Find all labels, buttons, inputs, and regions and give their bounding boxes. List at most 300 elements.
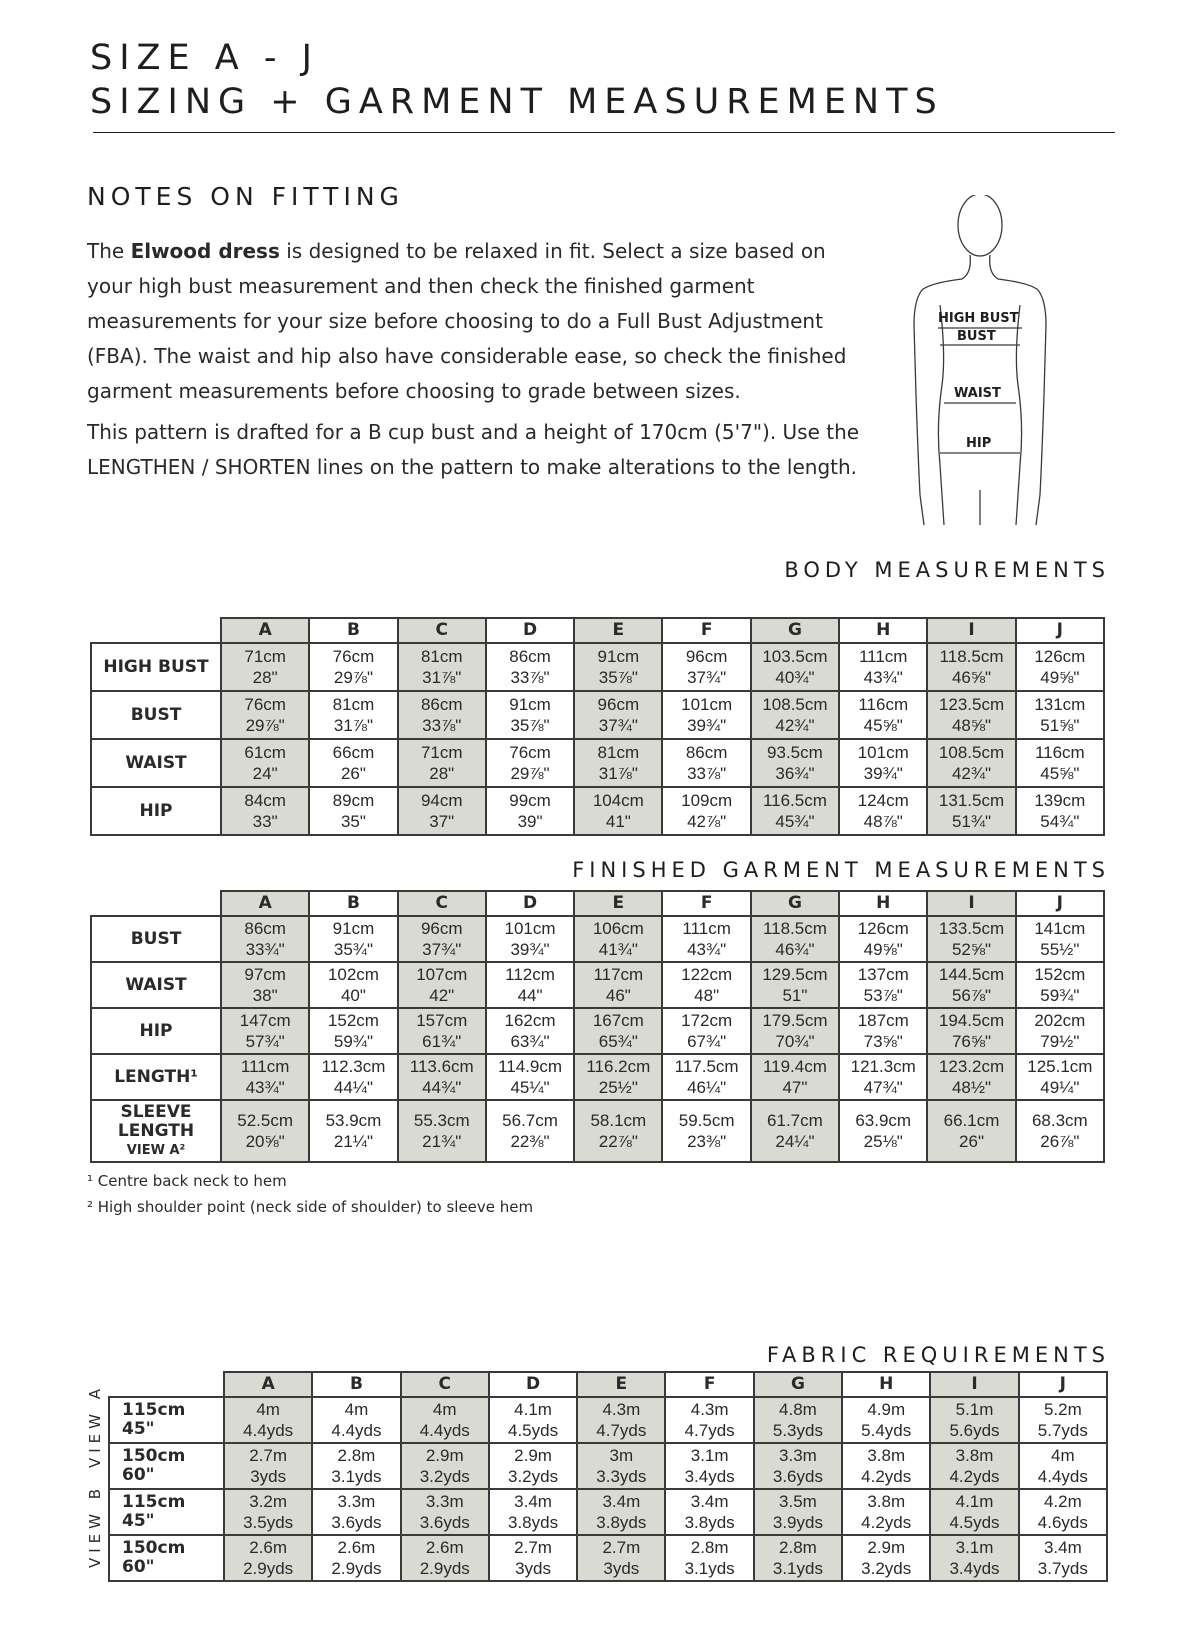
imperial-value: 4.2yds bbox=[861, 1513, 912, 1532]
metric-value: 129.5cm bbox=[762, 965, 828, 984]
size-header-h: H bbox=[839, 891, 927, 916]
measurement-cell bbox=[1019, 1443, 1107, 1489]
measurement-cell bbox=[665, 1489, 753, 1535]
size-header-c: C bbox=[401, 1372, 489, 1397]
imperial-value: 48½" bbox=[951, 1078, 992, 1097]
metric-value: 116.5cm bbox=[762, 791, 827, 810]
row-label bbox=[91, 691, 221, 739]
row-label-text: 115cm bbox=[122, 1400, 186, 1420]
imperial-value: 23⅜" bbox=[687, 1132, 727, 1151]
metric-value: 126cm bbox=[857, 919, 909, 938]
measurement-cell bbox=[1016, 691, 1104, 739]
row-label bbox=[91, 739, 221, 787]
measurement-cell bbox=[839, 739, 927, 787]
metric-value: 113.6cm bbox=[409, 1057, 474, 1076]
metric-value: 141cm bbox=[1034, 919, 1086, 938]
measurement-cell bbox=[930, 1443, 1018, 1489]
figure-label-hip: HIP bbox=[966, 436, 992, 451]
row-label-text: WAIST bbox=[125, 974, 187, 995]
imperial-value: 56⅞" bbox=[951, 986, 992, 1005]
imperial-value: 44¼" bbox=[333, 1078, 373, 1097]
measurement-cell bbox=[309, 691, 397, 739]
footnote-1: ¹ Centre back neck to hem bbox=[87, 1172, 287, 1190]
metric-value: 3.3m bbox=[425, 1492, 464, 1511]
imperial-value: 48⅞" bbox=[863, 812, 903, 831]
metric-value: 152cm bbox=[327, 1011, 379, 1030]
metric-value: 124cm bbox=[857, 791, 909, 810]
metric-value: 118.5cm bbox=[939, 647, 1004, 666]
measurement-cell bbox=[751, 916, 839, 962]
metric-value: 104cm bbox=[592, 791, 644, 810]
size-header-h: H bbox=[839, 618, 927, 643]
fabric-requirements-title: FABRIC REQUIREMENTS bbox=[766, 1343, 1110, 1367]
imperial-value: 20⅝" bbox=[245, 1132, 285, 1151]
measurement-cell bbox=[574, 643, 662, 691]
metric-value: 63.9cm bbox=[855, 1111, 912, 1130]
imperial-value: 3.1yds bbox=[684, 1559, 735, 1578]
measurement-cell bbox=[309, 962, 397, 1008]
metric-value: 61.7cm bbox=[767, 1111, 823, 1130]
metric-value: 5.2m bbox=[1043, 1400, 1082, 1419]
row-label-text: 60" bbox=[122, 1465, 155, 1485]
title-line-2: SIZING + GARMENT MEASUREMENTS bbox=[90, 82, 944, 122]
size-header-d: D bbox=[486, 618, 574, 643]
table-row bbox=[91, 962, 1104, 1008]
imperial-value: 4.2yds bbox=[949, 1467, 1000, 1486]
measurement-cell bbox=[842, 1443, 930, 1489]
imperial-value: 51¾" bbox=[951, 812, 992, 831]
imperial-value: 45⅝" bbox=[1040, 764, 1080, 783]
body-measurements-title: BODY MEASUREMENTS bbox=[784, 558, 1110, 582]
notes-body bbox=[87, 234, 877, 491]
metric-value: 4.1m bbox=[514, 1400, 552, 1419]
fabric-requirements-table bbox=[108, 1371, 1108, 1582]
view-a-label: VIEW A bbox=[86, 1383, 104, 1468]
imperial-value: 4.2yds bbox=[861, 1467, 912, 1486]
metric-value: 131.5cm bbox=[938, 791, 1005, 810]
measurement-cell bbox=[927, 691, 1015, 739]
metric-value: 147cm bbox=[239, 1011, 291, 1030]
measurement-cell bbox=[574, 1054, 662, 1100]
measurement-cell bbox=[398, 1054, 486, 1100]
measurement-cell bbox=[927, 916, 1015, 962]
measurement-cell bbox=[398, 962, 486, 1008]
pattern-name: Elwood dress bbox=[130, 239, 280, 263]
metric-value: 2.6m bbox=[249, 1538, 288, 1557]
size-header-b: B bbox=[309, 891, 397, 916]
metric-value: 4m bbox=[1051, 1446, 1075, 1465]
imperial-value: 26⅞" bbox=[1040, 1132, 1080, 1151]
imperial-value: 3.4yds bbox=[684, 1467, 735, 1486]
imperial-value: 3.6yds bbox=[331, 1513, 382, 1532]
imperial-value: 22⅜" bbox=[510, 1132, 550, 1151]
measurement-cell bbox=[221, 916, 309, 962]
row-label bbox=[109, 1489, 224, 1535]
imperial-value: 76⅝" bbox=[951, 1032, 992, 1051]
metric-value: 122cm bbox=[681, 965, 733, 984]
imperial-value: 39¾" bbox=[687, 716, 727, 735]
measurement-cell bbox=[486, 739, 574, 787]
row-label bbox=[91, 643, 221, 691]
page-title bbox=[90, 36, 944, 124]
size-header-a: A bbox=[221, 618, 309, 643]
size-header-f: F bbox=[662, 618, 750, 643]
garment-measurements-title: FINISHED GARMENT MEASUREMENTS bbox=[572, 858, 1110, 882]
imperial-value: 46" bbox=[605, 986, 631, 1005]
imperial-value: 3.8yds bbox=[684, 1513, 735, 1532]
measurement-cell bbox=[574, 787, 662, 835]
imperial-value: 25⅛" bbox=[863, 1132, 903, 1151]
measurement-cell bbox=[754, 1489, 842, 1535]
metric-value: 107cm bbox=[416, 965, 468, 984]
imperial-value: 48" bbox=[694, 986, 720, 1005]
measurement-cell bbox=[839, 1008, 927, 1054]
metric-value: 144.5cm bbox=[938, 965, 1005, 984]
imperial-value: 3.6yds bbox=[772, 1467, 823, 1486]
imperial-value: 3.1yds bbox=[772, 1559, 823, 1578]
header-divider bbox=[93, 132, 1115, 133]
size-header-row bbox=[91, 618, 1104, 643]
row-label bbox=[109, 1397, 224, 1443]
metric-value: 3.1m bbox=[690, 1446, 729, 1465]
row-label-text: 115cm bbox=[122, 1492, 186, 1512]
measurement-cell bbox=[486, 1008, 574, 1054]
metric-value: 4.1m bbox=[955, 1492, 994, 1511]
imperial-value: 40" bbox=[340, 986, 366, 1005]
notes-intro: The bbox=[87, 239, 131, 263]
metric-value: 2.9m bbox=[514, 1446, 552, 1465]
metric-value: 125.1cm bbox=[1027, 1057, 1093, 1076]
metric-value: 81cm bbox=[597, 743, 640, 762]
measurement-cell bbox=[839, 1100, 927, 1162]
metric-value: 4.2m bbox=[1043, 1492, 1082, 1511]
imperial-value: 33⅞" bbox=[510, 668, 550, 687]
metric-value: 123.5cm bbox=[938, 695, 1005, 714]
imperial-value: 42¾" bbox=[951, 764, 992, 783]
metric-value: 179.5cm bbox=[762, 1011, 828, 1030]
body-measurements-table bbox=[90, 617, 1105, 836]
metric-value: 81cm bbox=[332, 695, 375, 714]
imperial-value: 24¼" bbox=[775, 1132, 815, 1151]
measurement-cell bbox=[1019, 1489, 1107, 1535]
measurement-cell bbox=[1016, 1054, 1104, 1100]
measurement-cell bbox=[489, 1443, 577, 1489]
notes-paragraph-2: This pattern is drafted for a B cup bust and a height of 170cm (5'7"). Use the LENGTHEN / SHORTEN lines on the pattern to make alterations to the length. bbox=[87, 420, 860, 479]
imperial-value: 5.3yds bbox=[772, 1421, 823, 1440]
metric-value: 103.5cm bbox=[762, 647, 828, 666]
row-label-text: BUST bbox=[130, 704, 182, 725]
metric-value: 3.1m bbox=[955, 1538, 994, 1557]
size-header-i: I bbox=[927, 618, 1015, 643]
measurement-cell bbox=[927, 1054, 1015, 1100]
metric-value: 117cm bbox=[593, 965, 644, 984]
imperial-value: 2.9yds bbox=[331, 1559, 382, 1578]
metric-value: 4.8m bbox=[779, 1400, 817, 1419]
metric-value: 101cm bbox=[504, 919, 556, 938]
measurement-cell bbox=[574, 962, 662, 1008]
measurement-cell bbox=[309, 787, 397, 835]
metric-value: 93.5cm bbox=[767, 743, 823, 762]
size-header-f: F bbox=[665, 1372, 753, 1397]
measurement-cell bbox=[751, 1100, 839, 1162]
imperial-value: 55½" bbox=[1040, 940, 1080, 959]
imperial-value: 70¾" bbox=[775, 1032, 815, 1051]
metric-value: 121.3cm bbox=[850, 1057, 916, 1076]
measurement-cell bbox=[221, 691, 309, 739]
metric-value: 2.7m bbox=[602, 1538, 641, 1557]
imperial-value: 21¾" bbox=[422, 1132, 462, 1151]
metric-value: 96cm bbox=[685, 647, 728, 666]
imperial-value: 67¾" bbox=[687, 1032, 727, 1051]
imperial-value: 44¾" bbox=[422, 1078, 462, 1097]
measurement-cell bbox=[221, 787, 309, 835]
imperial-value: 59¾" bbox=[1040, 986, 1080, 1005]
table-row bbox=[91, 739, 1104, 787]
metric-value: 86cm bbox=[244, 919, 286, 938]
measurement-cell bbox=[662, 1008, 750, 1054]
imperial-value: 4.4yds bbox=[243, 1421, 294, 1440]
imperial-value: 22⅞" bbox=[598, 1132, 638, 1151]
imperial-value: 5.6yds bbox=[949, 1421, 1000, 1440]
imperial-value: 31⅞" bbox=[422, 668, 462, 687]
corner-cell bbox=[91, 618, 221, 643]
metric-value: 116cm bbox=[1034, 743, 1085, 762]
measurement-cell bbox=[398, 1100, 486, 1162]
metric-value: 96cm bbox=[597, 695, 640, 714]
imperial-value: 49¼" bbox=[1040, 1078, 1080, 1097]
row-label bbox=[109, 1535, 224, 1581]
measurement-cell bbox=[751, 739, 839, 787]
metric-value: 91cm bbox=[597, 647, 640, 666]
imperial-value: 33¾" bbox=[245, 940, 285, 959]
metric-value: 101cm bbox=[681, 695, 733, 714]
imperial-value: 3.6yds bbox=[419, 1513, 470, 1532]
imperial-value: 3.8yds bbox=[596, 1513, 647, 1532]
measurement-cell bbox=[754, 1535, 842, 1581]
metric-value: 152cm bbox=[1034, 965, 1086, 984]
imperial-value: 4.6yds bbox=[1037, 1513, 1088, 1532]
size-header-j: J bbox=[1016, 618, 1104, 643]
imperial-value: 49⅝" bbox=[1040, 668, 1080, 687]
imperial-value: 39¾" bbox=[510, 940, 550, 959]
metric-value: 4.3m bbox=[690, 1400, 729, 1419]
measurement-cell bbox=[927, 643, 1015, 691]
metric-value: 2.9m bbox=[867, 1538, 906, 1557]
figure-label-high-bust: HIGH BUST bbox=[938, 311, 1019, 326]
metric-value: 86cm bbox=[420, 695, 463, 714]
measurement-cell bbox=[224, 1397, 312, 1443]
metric-value: 2.7m bbox=[249, 1446, 288, 1465]
metric-value: 4m bbox=[432, 1400, 457, 1419]
row-label-text: 60" bbox=[122, 1557, 155, 1577]
measurement-cell bbox=[398, 739, 486, 787]
imperial-value: 37¾" bbox=[422, 940, 462, 959]
measurement-cell bbox=[751, 643, 839, 691]
metric-value: 3.5m bbox=[779, 1492, 817, 1511]
size-header-i: I bbox=[930, 1372, 1018, 1397]
imperial-value: 43¾" bbox=[245, 1078, 285, 1097]
size-header-g: G bbox=[751, 618, 839, 643]
figure-label-bust: BUST bbox=[957, 329, 996, 344]
metric-value: 52.5cm bbox=[237, 1111, 294, 1130]
measurement-cell bbox=[839, 691, 927, 739]
metric-value: 111cm bbox=[240, 1057, 290, 1076]
imperial-value: 41" bbox=[605, 812, 631, 831]
imperial-value: 35¾" bbox=[333, 940, 373, 959]
measurement-cell bbox=[927, 962, 1015, 1008]
metric-value: 101cm bbox=[857, 743, 909, 762]
measurement-cell bbox=[662, 643, 750, 691]
table-row bbox=[91, 1008, 1104, 1054]
metric-value: 2.7m bbox=[514, 1538, 552, 1557]
metric-value: 76cm bbox=[509, 743, 551, 762]
metric-value: 4.3m bbox=[602, 1400, 641, 1419]
measurement-cell bbox=[577, 1489, 665, 1535]
metric-value: 61cm bbox=[244, 743, 286, 762]
imperial-value: 3.1yds bbox=[331, 1467, 382, 1486]
size-header-g: G bbox=[754, 1372, 842, 1397]
measurement-cell bbox=[662, 1100, 750, 1162]
measurement-cell bbox=[398, 643, 486, 691]
imperial-value: 28" bbox=[429, 764, 455, 783]
table-row bbox=[109, 1489, 1107, 1535]
imperial-value: 4.4yds bbox=[1037, 1467, 1088, 1486]
metric-value: 99cm bbox=[509, 791, 551, 810]
measurement-cell bbox=[309, 1100, 397, 1162]
measurement-cell bbox=[842, 1397, 930, 1443]
measurement-cell bbox=[224, 1535, 312, 1581]
notes-heading: NOTES ON FITTING bbox=[87, 182, 404, 211]
row-label-text: HIP bbox=[139, 1020, 173, 1041]
imperial-value: 49⅝" bbox=[863, 940, 903, 959]
imperial-value: 46¼" bbox=[687, 1078, 727, 1097]
table-row bbox=[109, 1397, 1107, 1443]
imperial-value: 38" bbox=[252, 986, 278, 1005]
size-header-f: F bbox=[662, 891, 750, 916]
measurement-cell bbox=[665, 1397, 753, 1443]
imperial-value: 51⅝" bbox=[1040, 716, 1080, 735]
size-header-b: B bbox=[312, 1372, 400, 1397]
size-header-j: J bbox=[1016, 891, 1104, 916]
row-label bbox=[91, 787, 221, 835]
measurement-cell bbox=[1016, 1100, 1104, 1162]
measurement-cell bbox=[398, 916, 486, 962]
metric-value: 86cm bbox=[509, 647, 551, 666]
metric-value: 2.9m bbox=[425, 1446, 464, 1465]
metric-value: 3.2m bbox=[249, 1492, 288, 1511]
imperial-value: 45¼" bbox=[510, 1078, 550, 1097]
metric-value: 3.3m bbox=[337, 1492, 376, 1511]
measurement-cell bbox=[930, 1535, 1018, 1581]
measurement-cell bbox=[312, 1489, 400, 1535]
imperial-value: 25½" bbox=[598, 1078, 638, 1097]
measurement-cell bbox=[486, 787, 574, 835]
measurement-cell bbox=[221, 1054, 309, 1100]
metric-value: 108.5cm bbox=[762, 695, 828, 714]
imperial-value: 47¾" bbox=[863, 1078, 903, 1097]
metric-value: 2.8m bbox=[779, 1538, 817, 1557]
measurement-cell bbox=[662, 1054, 750, 1100]
measurement-cell bbox=[309, 739, 397, 787]
imperial-value: 44" bbox=[517, 986, 543, 1005]
metric-value: 137cm bbox=[857, 965, 909, 984]
metric-value: 133.5cm bbox=[938, 919, 1005, 938]
metric-value: 187cm bbox=[857, 1011, 909, 1030]
row-label-text: LENGTH bbox=[117, 1120, 195, 1141]
notes-paragraph-1 bbox=[87, 234, 877, 409]
metric-value: 91cm bbox=[509, 695, 551, 714]
imperial-value: 43¾" bbox=[863, 668, 903, 687]
measurement-cell bbox=[751, 962, 839, 1008]
imperial-value: 3.8yds bbox=[507, 1513, 559, 1532]
corner-cell bbox=[109, 1372, 224, 1397]
metric-value: 59.5cm bbox=[678, 1111, 735, 1130]
imperial-value: 31⅞" bbox=[598, 764, 638, 783]
metric-value: 108.5cm bbox=[938, 743, 1005, 762]
measurement-cell bbox=[1016, 1008, 1104, 1054]
title-line-1: SIZE A - J bbox=[90, 38, 319, 78]
metric-value: 119.4cm bbox=[762, 1057, 827, 1076]
metric-value: 157cm bbox=[416, 1011, 468, 1030]
size-header-e: E bbox=[577, 1372, 665, 1397]
metric-value: 55.3cm bbox=[413, 1111, 470, 1130]
metric-value: 3.4m bbox=[602, 1492, 641, 1511]
measurement-cell bbox=[1019, 1535, 1107, 1581]
imperial-value: 4.7yds bbox=[684, 1421, 735, 1440]
size-header-a: A bbox=[221, 891, 309, 916]
metric-value: 94cm bbox=[420, 791, 463, 810]
metric-value: 56.7cm bbox=[502, 1111, 558, 1130]
imperial-value: 35⅞" bbox=[598, 668, 638, 687]
measurement-cell bbox=[398, 1008, 486, 1054]
metric-value: 167cm bbox=[592, 1011, 644, 1030]
imperial-value: 46⅝" bbox=[951, 668, 992, 687]
imperial-value: 45¾" bbox=[775, 812, 815, 831]
measurement-cell bbox=[486, 962, 574, 1008]
measurement-cell bbox=[224, 1489, 312, 1535]
notes-rest: is designed to be relaxed in fit. Select a size based on your high bust measurement and then check the finished garment measurements for your size before choosing to do a Full Bust Adjustment (FBA). The waist and hip also have considerable ease, so check the finished garment measurements before choosing to grade between sizes. bbox=[87, 239, 847, 403]
measurement-cell bbox=[842, 1535, 930, 1581]
measurement-cell bbox=[309, 643, 397, 691]
size-header-g: G bbox=[751, 891, 839, 916]
metric-value: 202cm bbox=[1034, 1011, 1086, 1030]
measurement-cell bbox=[751, 787, 839, 835]
corner-cell bbox=[91, 891, 221, 916]
imperial-value: 5.7yds bbox=[1037, 1421, 1088, 1440]
measurement-cell bbox=[927, 787, 1015, 835]
imperial-value: 53⅞" bbox=[863, 986, 903, 1005]
measurement-cell bbox=[662, 962, 750, 1008]
imperial-value: 31⅞" bbox=[333, 716, 373, 735]
metric-value: 111cm bbox=[858, 647, 908, 666]
imperial-value: 42¾" bbox=[775, 716, 815, 735]
metric-value: 111cm bbox=[682, 919, 731, 938]
metric-value: 114.9cm bbox=[498, 1057, 563, 1076]
imperial-value: 51" bbox=[782, 986, 808, 1005]
measurement-cell bbox=[839, 916, 927, 962]
row-label-text: VIEW A² bbox=[126, 1142, 186, 1158]
imperial-value: 37¾" bbox=[598, 716, 638, 735]
measurement-cell bbox=[1016, 643, 1104, 691]
metric-value: 131cm bbox=[1034, 695, 1086, 714]
metric-value: 116.2cm bbox=[586, 1057, 651, 1076]
measurement-cell bbox=[665, 1443, 753, 1489]
size-header-d: D bbox=[486, 891, 574, 916]
measurement-cell bbox=[751, 1054, 839, 1100]
measurement-cell bbox=[839, 962, 927, 1008]
measurement-cell bbox=[221, 739, 309, 787]
size-header-h: H bbox=[842, 1372, 930, 1397]
